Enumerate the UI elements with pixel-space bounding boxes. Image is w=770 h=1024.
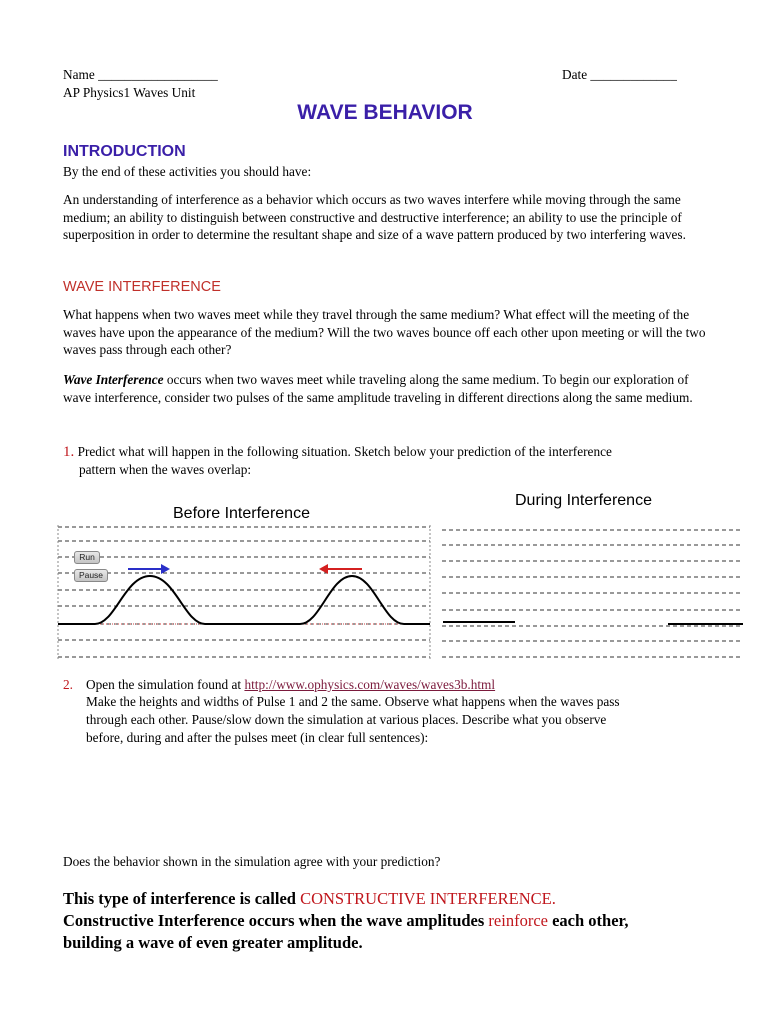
name-field-label: Name __________________ bbox=[63, 67, 218, 82]
run-button[interactable]: Run bbox=[74, 551, 100, 564]
question2-line1 bbox=[86, 676, 495, 694]
constructive-interference-term: CONSTRUCTIVE INTERFERENCE. bbox=[300, 889, 556, 908]
course-label: AP Physics1 Waves Unit bbox=[63, 85, 196, 100]
wave-pulses bbox=[58, 576, 430, 624]
interference-diagram bbox=[0, 520, 770, 665]
conclusion bbox=[63, 888, 628, 954]
conclusion-line2 bbox=[63, 910, 628, 932]
conclusion-part2: Constructive Interference occurs when the wave amplitudes bbox=[63, 911, 489, 930]
question2-open-text: Open the simulation found at bbox=[86, 677, 245, 692]
wave-interference-para2 bbox=[63, 371, 713, 406]
page-title: WAVE BEHAVIOR bbox=[297, 101, 473, 124]
wave-interference-para1: What happens when two waves meet while they travel through the same medium? What effect will the meeting of the waves have upon the appearance of the medium? Will the two waves bounce off each other upon meeting or will the two waves pass through each other? bbox=[63, 307, 706, 357]
question1 bbox=[63, 443, 612, 462]
reinforce-keyword: reinforce bbox=[488, 911, 548, 930]
question1-line1: Predict what will happen in the following situation. Sketch below your prediction of the interference bbox=[77, 444, 612, 459]
wave-interference-heading: WAVE INTERFERENCE bbox=[63, 279, 221, 295]
question2-line4: before, during and after the pulses meet (in clear full sentences): bbox=[86, 730, 429, 745]
question2-number bbox=[63, 676, 73, 694]
question3: Does the behavior shown in the simulation agree with your prediction? bbox=[63, 854, 441, 869]
simulation-link[interactable]: http://www.ophysics.com/waves/waves3b.html bbox=[244, 677, 496, 692]
question2-line3: through each other. Pause/slow down the simulation at various places. Describe what you observe bbox=[86, 712, 607, 727]
conclusion-part1: This type of interference is called bbox=[63, 889, 301, 908]
intro-body: An understanding of interference as a behavior which occurs as two waves interfere while moving through the same medium; an ability to distinguish between constructive and destructive interference; an ability to use the principle of superposition in order to determine the resultant shape and size of a wave pattern produced by two interfering waves. bbox=[63, 192, 686, 242]
intro-lead: By the end of these activities you should have: bbox=[63, 164, 312, 179]
conclusion-line3: building a wave of even greater amplitude. bbox=[63, 933, 363, 952]
conclusion-line1 bbox=[63, 888, 628, 910]
wave-interference-term: Wave Interference bbox=[63, 372, 164, 387]
question1-line2: pattern when the waves overlap: bbox=[79, 462, 252, 477]
during-interference-title: During Interference bbox=[515, 492, 652, 509]
during-grid-lines bbox=[442, 530, 743, 657]
conclusion-part3: each other, bbox=[547, 911, 629, 930]
question2-line2: Make the heights and widths of Pulse 1 and 2 the same. Observe what happens when the waves pass bbox=[86, 694, 620, 709]
wave-interference-para2-rest: occurs when two waves meet while traveling along the same medium. To begin our exploration of wave interference, consider two pulses of the same amplitude traveling in different directions along the same medium. bbox=[63, 372, 693, 405]
before-interference-title: Before Interference bbox=[173, 505, 310, 522]
pause-button[interactable]: Pause bbox=[74, 569, 108, 582]
question2-number-text: 2. bbox=[63, 677, 73, 692]
question1-number: 1. bbox=[63, 444, 75, 460]
date-field-label: Date _____________ bbox=[562, 67, 677, 82]
intro-heading: INTRODUCTION bbox=[63, 143, 186, 160]
